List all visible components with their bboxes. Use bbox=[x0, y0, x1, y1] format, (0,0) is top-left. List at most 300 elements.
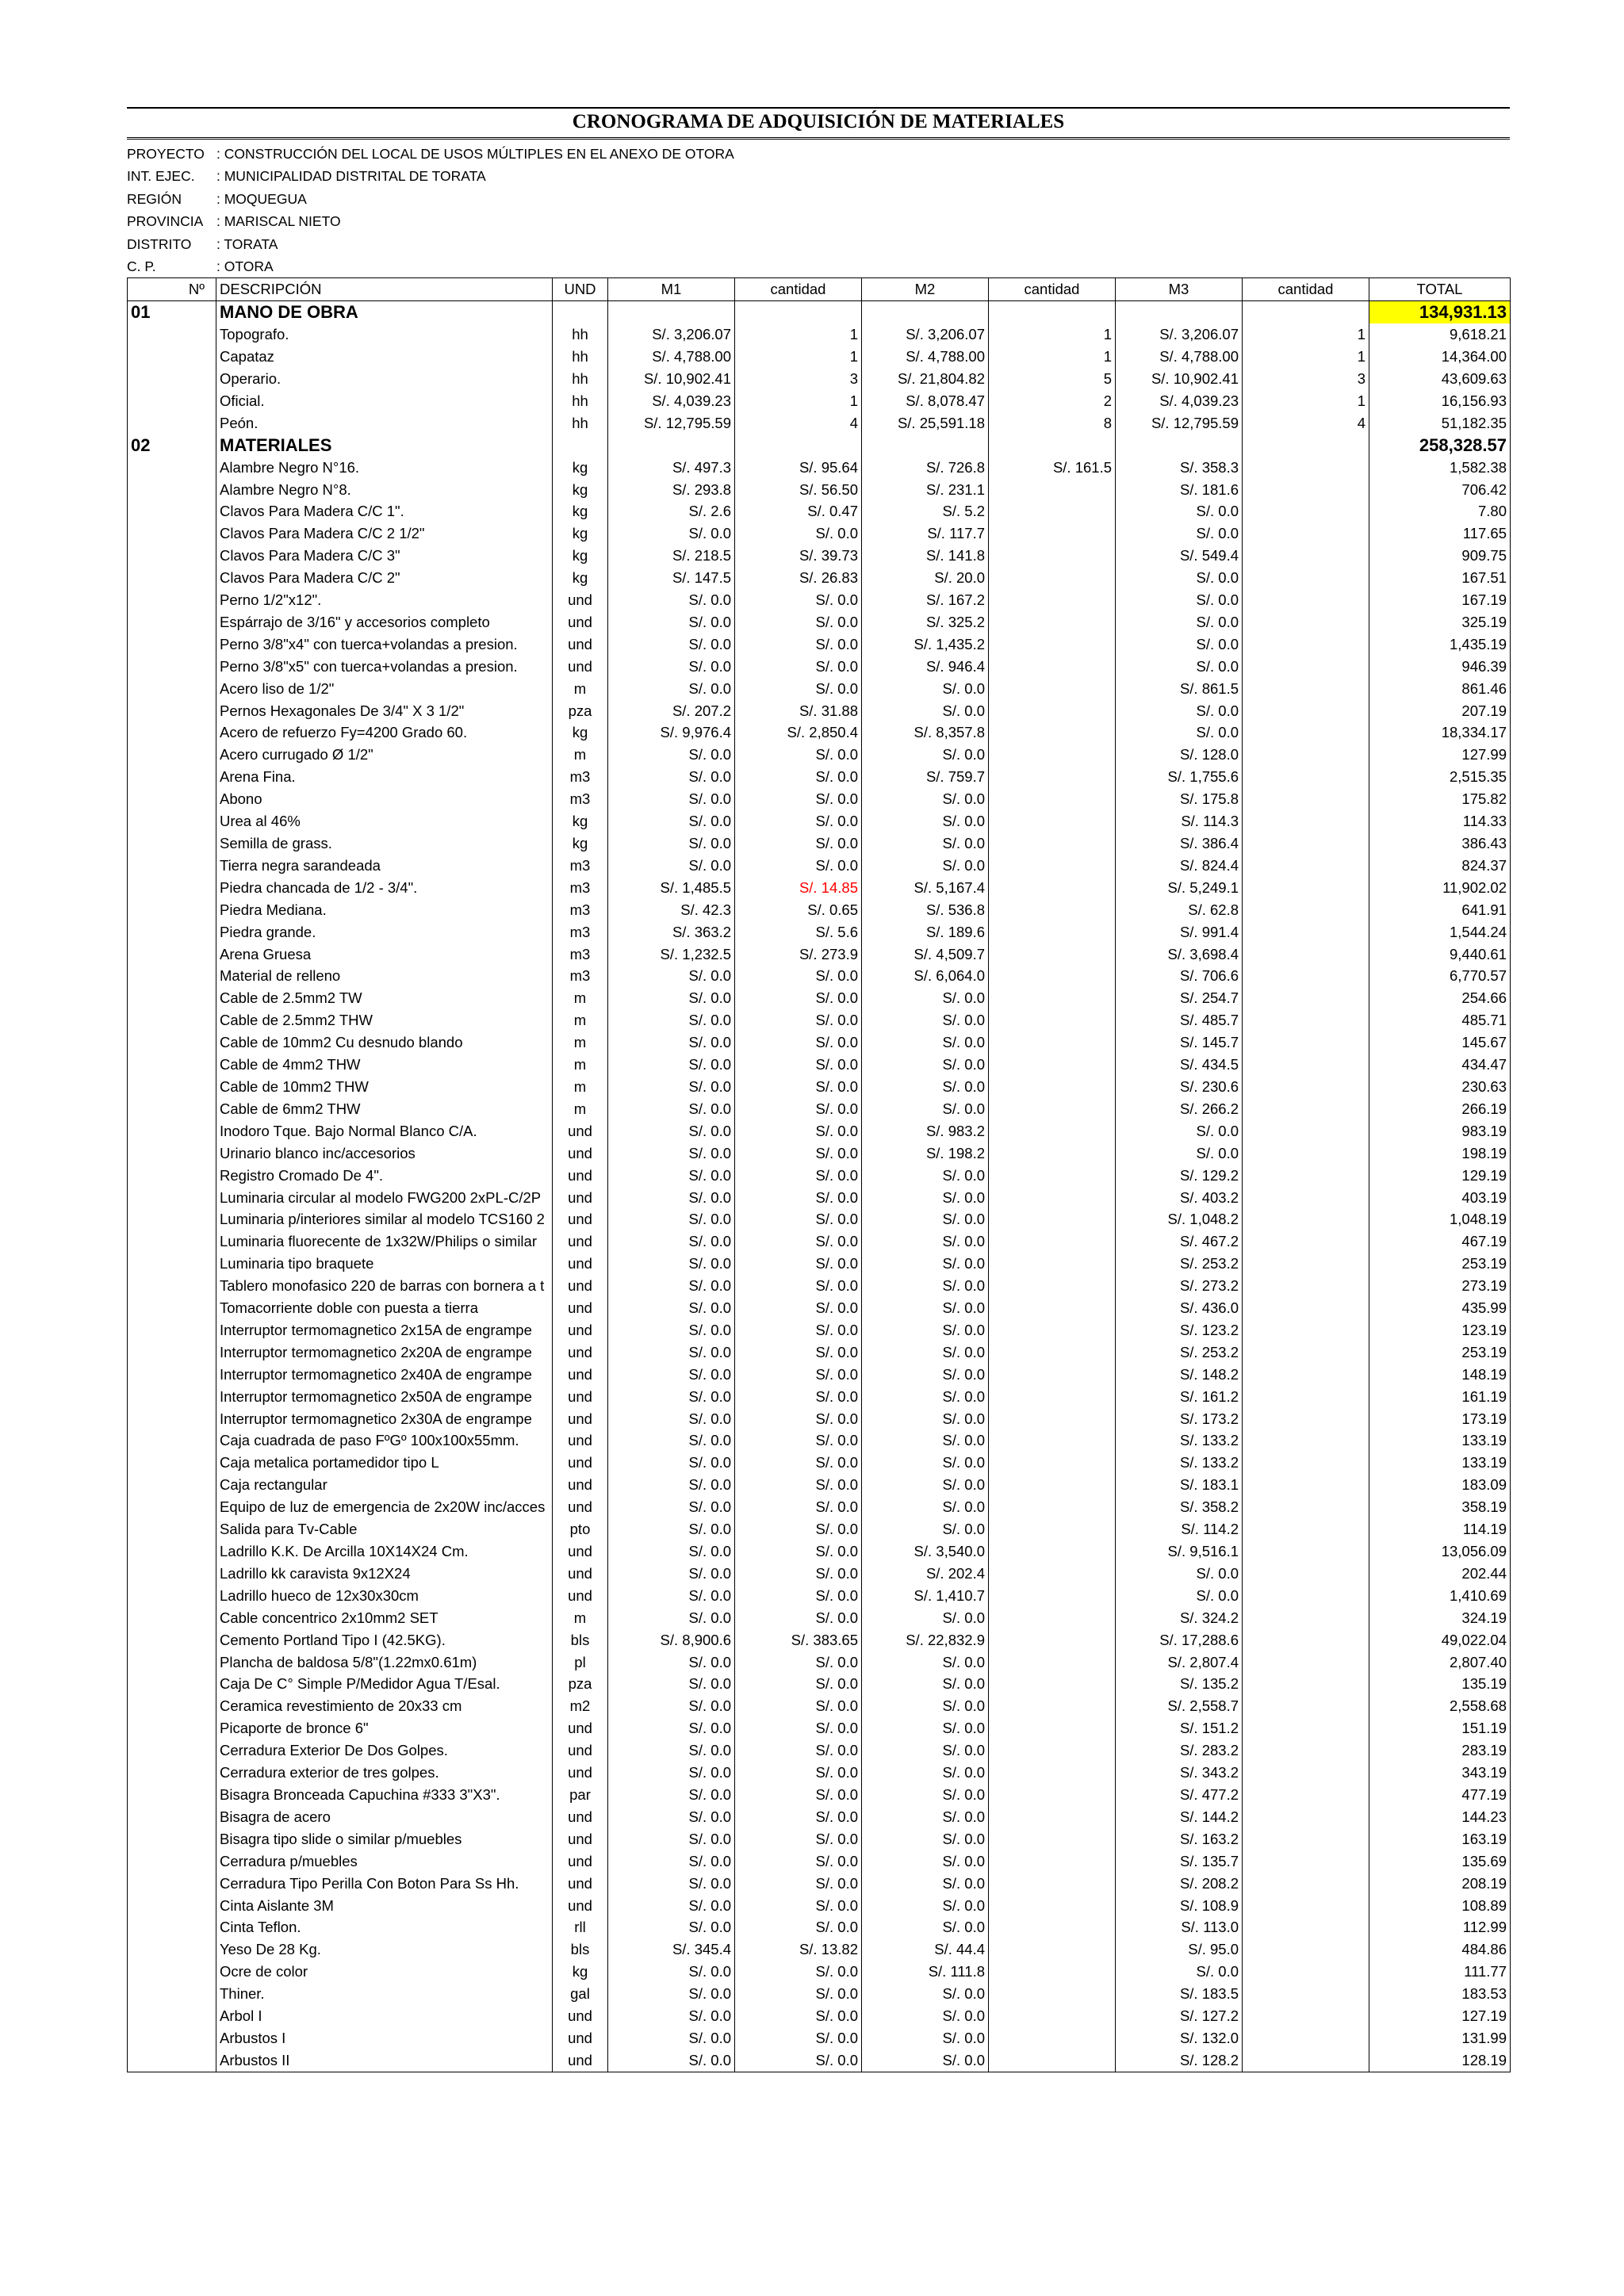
item-q2 bbox=[989, 1297, 1116, 1319]
item-m3: S/. 549.4 bbox=[1116, 545, 1243, 567]
item-total: 13,056.09 bbox=[1369, 1540, 1511, 1563]
item-q2 bbox=[989, 1828, 1116, 1850]
item-q3 bbox=[1243, 1297, 1369, 1319]
item-description: Luminaria tipo braquete bbox=[216, 1253, 553, 1275]
item-total: 343.19 bbox=[1369, 1762, 1511, 1784]
item-number bbox=[128, 1983, 216, 2005]
item-number bbox=[128, 1230, 216, 1253]
item-m3: S/. 133.2 bbox=[1116, 1429, 1243, 1452]
item-m2: S/. 8,357.8 bbox=[862, 721, 989, 744]
item-m2: S/. 0.0 bbox=[862, 1009, 989, 1031]
item-q3 bbox=[1243, 1054, 1369, 1076]
item-m1: S/. 293.8 bbox=[608, 479, 735, 501]
item-m1: S/. 0.0 bbox=[608, 1253, 735, 1275]
item-number bbox=[128, 700, 216, 722]
item-m2: S/. 0.0 bbox=[862, 1054, 989, 1076]
item-m1: S/. 0.0 bbox=[608, 832, 735, 855]
item-m2: S/. 0.0 bbox=[862, 1098, 989, 1120]
table-row bbox=[128, 1629, 1511, 1651]
item-m2: S/. 0.0 bbox=[862, 1695, 989, 1717]
item-m3: S/. 108.9 bbox=[1116, 1895, 1243, 1917]
table-row bbox=[128, 1319, 1511, 1341]
table-row bbox=[128, 1429, 1511, 1452]
item-m1: S/. 0.0 bbox=[608, 1452, 735, 1474]
item-total: 148.19 bbox=[1369, 1364, 1511, 1386]
table-body bbox=[128, 301, 1511, 2072]
table-row bbox=[128, 1873, 1511, 1895]
item-q1: S/. 0.0 bbox=[735, 1319, 862, 1341]
table-row bbox=[128, 721, 1511, 744]
item-q2 bbox=[989, 810, 1116, 832]
item-m3: S/. 0.0 bbox=[1116, 700, 1243, 722]
item-m2: S/. 0.0 bbox=[862, 987, 989, 1009]
item-q3 bbox=[1243, 1098, 1369, 1120]
item-m3: S/. 4,039.23 bbox=[1116, 390, 1243, 412]
item-q2 bbox=[989, 567, 1116, 589]
item-m2: S/. 0.0 bbox=[862, 700, 989, 722]
empty-cell bbox=[1116, 434, 1243, 457]
item-total: 7.80 bbox=[1369, 500, 1511, 522]
item-m2: S/. 0.0 bbox=[862, 1031, 989, 1054]
table-row bbox=[128, 877, 1511, 899]
item-unit: m3 bbox=[553, 899, 608, 921]
item-q2 bbox=[989, 1540, 1116, 1563]
table-row bbox=[128, 744, 1511, 766]
item-unit: m3 bbox=[553, 965, 608, 987]
item-description: Urea al 46% bbox=[216, 810, 553, 832]
item-unit: und bbox=[553, 1187, 608, 1209]
item-q1: S/. 0.0 bbox=[735, 678, 862, 700]
item-q2 bbox=[989, 1762, 1116, 1784]
item-q2 bbox=[989, 1518, 1116, 1540]
item-q2 bbox=[989, 1938, 1116, 1961]
item-m1: S/. 345.4 bbox=[608, 1938, 735, 1961]
item-m2: S/. 5.2 bbox=[862, 500, 989, 522]
item-q3 bbox=[1243, 1364, 1369, 1386]
item-total: 129.19 bbox=[1369, 1165, 1511, 1187]
item-q1: S/. 0.0 bbox=[735, 1297, 862, 1319]
item-number bbox=[128, 2049, 216, 2072]
item-m3: S/. 0.0 bbox=[1116, 589, 1243, 611]
item-m1: S/. 0.0 bbox=[608, 1386, 735, 1408]
item-total: 133.19 bbox=[1369, 1452, 1511, 1474]
item-description: Alambre Negro N°8. bbox=[216, 479, 553, 501]
item-m3: S/. 9,516.1 bbox=[1116, 1540, 1243, 1563]
item-number bbox=[128, 832, 216, 855]
item-description: Clavos Para Madera C/C 3" bbox=[216, 545, 553, 567]
item-description: Acero de refuerzo Fy=4200 Grado 60. bbox=[216, 721, 553, 744]
item-q2 bbox=[989, 1916, 1116, 1938]
item-unit: und bbox=[553, 1230, 608, 1253]
item-description: Bisagra tipo slide o similar p/muebles bbox=[216, 1828, 553, 1850]
item-q2 bbox=[989, 1873, 1116, 1895]
item-number bbox=[128, 965, 216, 987]
item-total: 49,022.04 bbox=[1369, 1629, 1511, 1651]
table-row bbox=[128, 1165, 1511, 1187]
item-q3 bbox=[1243, 855, 1369, 877]
item-m1: S/. 4,788.00 bbox=[608, 346, 735, 368]
item-q3 bbox=[1243, 1983, 1369, 2005]
item-q3 bbox=[1243, 1585, 1369, 1607]
item-unit: und bbox=[553, 1275, 608, 1297]
group-total: 134,931.13 bbox=[1369, 301, 1511, 323]
item-number bbox=[128, 810, 216, 832]
item-q3 bbox=[1243, 2049, 1369, 2072]
table-row bbox=[128, 1496, 1511, 1518]
item-unit: und bbox=[553, 1895, 608, 1917]
item-number bbox=[128, 1098, 216, 1120]
item-m2: S/. 0.0 bbox=[862, 1607, 989, 1629]
item-m1: S/. 0.0 bbox=[608, 1120, 735, 1142]
item-total: 145.67 bbox=[1369, 1031, 1511, 1054]
item-m1: S/. 0.0 bbox=[608, 855, 735, 877]
item-number bbox=[128, 1452, 216, 1474]
item-m1: S/. 0.0 bbox=[608, 1540, 735, 1563]
item-q1: S/. 0.0 bbox=[735, 1983, 862, 2005]
item-total: 14,364.00 bbox=[1369, 346, 1511, 368]
item-m1: S/. 0.0 bbox=[608, 1695, 735, 1717]
info-row bbox=[127, 233, 1510, 255]
item-m1: S/. 0.0 bbox=[608, 1607, 735, 1629]
item-m1: S/. 0.0 bbox=[608, 1850, 735, 1873]
item-total: 2,515.35 bbox=[1369, 766, 1511, 788]
item-q2 bbox=[989, 1230, 1116, 1253]
item-q3 bbox=[1243, 744, 1369, 766]
item-m2: S/. 0.0 bbox=[862, 1408, 989, 1430]
item-number bbox=[128, 567, 216, 589]
item-q3 bbox=[1243, 1850, 1369, 1873]
col-header-q3: cantidad bbox=[1243, 278, 1369, 301]
item-number bbox=[128, 522, 216, 545]
item-q1: S/. 0.0 bbox=[735, 1518, 862, 1540]
empty-cell bbox=[553, 301, 608, 323]
item-description: Yeso De 28 Kg. bbox=[216, 1938, 553, 1961]
item-q3: 1 bbox=[1243, 323, 1369, 346]
item-q1: S/. 0.0 bbox=[735, 1009, 862, 1031]
item-q2 bbox=[989, 500, 1116, 522]
item-m3: S/. 0.0 bbox=[1116, 656, 1243, 678]
item-description: Interruptor termomagnetico 2x15A de engrampe bbox=[216, 1319, 553, 1341]
item-m3: S/. 0.0 bbox=[1116, 500, 1243, 522]
item-m2: S/. 0.0 bbox=[862, 1806, 989, 1828]
item-q2: 8 bbox=[989, 412, 1116, 434]
item-unit: und bbox=[553, 633, 608, 656]
item-m2: S/. 0.0 bbox=[862, 1230, 989, 1253]
item-unit: bls bbox=[553, 1938, 608, 1961]
item-m1: S/. 218.5 bbox=[608, 545, 735, 567]
table-row bbox=[128, 965, 1511, 987]
item-q3 bbox=[1243, 567, 1369, 589]
item-m3: S/. 861.5 bbox=[1116, 678, 1243, 700]
item-m2: S/. 0.0 bbox=[862, 1983, 989, 2005]
item-total: 127.19 bbox=[1369, 2005, 1511, 2027]
item-m2: S/. 3,540.0 bbox=[862, 1540, 989, 1563]
item-total: 2,558.68 bbox=[1369, 1695, 1511, 1717]
item-m2: S/. 0.0 bbox=[862, 810, 989, 832]
item-q2: 2 bbox=[989, 390, 1116, 412]
item-total: 434.47 bbox=[1369, 1054, 1511, 1076]
item-number bbox=[128, 744, 216, 766]
item-q3 bbox=[1243, 1187, 1369, 1209]
item-q2 bbox=[989, 1607, 1116, 1629]
item-m2: S/. 0.0 bbox=[862, 1253, 989, 1275]
item-m3: S/. 0.0 bbox=[1116, 1142, 1243, 1165]
item-description: Tomacorriente doble con puesta a tierra bbox=[216, 1297, 553, 1319]
info-label: DISTRITO bbox=[127, 235, 192, 252]
item-q2 bbox=[989, 1806, 1116, 1828]
item-q3 bbox=[1243, 522, 1369, 545]
item-unit: und bbox=[553, 2027, 608, 2049]
item-total: 9,440.61 bbox=[1369, 943, 1511, 966]
item-q1: S/. 0.0 bbox=[735, 1341, 862, 1364]
item-description: Operario. bbox=[216, 368, 553, 390]
item-number bbox=[128, 1540, 216, 1563]
item-q1: S/. 383.65 bbox=[735, 1629, 862, 1651]
item-unit: hh bbox=[553, 368, 608, 390]
item-total: 386.43 bbox=[1369, 832, 1511, 855]
table-row bbox=[128, 1230, 1511, 1253]
item-unit: und bbox=[553, 1165, 608, 1187]
item-unit: kg bbox=[553, 721, 608, 744]
item-unit: m bbox=[553, 1031, 608, 1054]
item-m3: S/. 266.2 bbox=[1116, 1098, 1243, 1120]
info-label: PROVINCIA bbox=[127, 213, 204, 230]
item-m3: S/. 175.8 bbox=[1116, 788, 1243, 810]
item-m2: S/. 0.0 bbox=[862, 1496, 989, 1518]
item-number bbox=[128, 1165, 216, 1187]
table-row bbox=[128, 1253, 1511, 1275]
item-number bbox=[128, 479, 216, 501]
item-description: Arena Fina. bbox=[216, 766, 553, 788]
item-q3 bbox=[1243, 1784, 1369, 1806]
item-m1: S/. 0.0 bbox=[608, 1651, 735, 1674]
item-description: Thiner. bbox=[216, 1983, 553, 2005]
item-number bbox=[128, 1518, 216, 1540]
item-q1: S/. 0.0 bbox=[735, 1784, 862, 1806]
item-m3: S/. 114.2 bbox=[1116, 1518, 1243, 1540]
table-row bbox=[128, 522, 1511, 545]
item-m3: S/. 3,698.4 bbox=[1116, 943, 1243, 966]
table-row bbox=[128, 633, 1511, 656]
table-row bbox=[128, 412, 1511, 434]
item-description: Ladrillo kk caravista 9x12X24 bbox=[216, 1563, 553, 1585]
table-row bbox=[128, 346, 1511, 368]
item-total: 135.69 bbox=[1369, 1850, 1511, 1873]
item-number bbox=[128, 1408, 216, 1430]
item-q1: S/. 0.0 bbox=[735, 522, 862, 545]
item-number bbox=[128, 1429, 216, 1452]
item-q1: S/. 0.0 bbox=[735, 1496, 862, 1518]
item-number bbox=[128, 1341, 216, 1364]
item-q2 bbox=[989, 2049, 1116, 2072]
item-q3 bbox=[1243, 721, 1369, 744]
item-unit: und bbox=[553, 1585, 608, 1607]
item-description: Clavos Para Madera C/C 1". bbox=[216, 500, 553, 522]
item-q2 bbox=[989, 1031, 1116, 1054]
item-q3 bbox=[1243, 1165, 1369, 1187]
empty-cell bbox=[1243, 301, 1369, 323]
item-q3 bbox=[1243, 1938, 1369, 1961]
item-m2: S/. 0.0 bbox=[862, 1474, 989, 1496]
empty-cell bbox=[989, 434, 1116, 457]
item-m1: S/. 0.0 bbox=[608, 678, 735, 700]
item-m3: S/. 283.2 bbox=[1116, 1739, 1243, 1762]
item-m3: S/. 991.4 bbox=[1116, 921, 1243, 943]
item-q3 bbox=[1243, 2005, 1369, 2027]
item-q3 bbox=[1243, 1452, 1369, 1474]
item-m2: S/. 21,804.82 bbox=[862, 368, 989, 390]
item-unit: m bbox=[553, 744, 608, 766]
item-description: Cerradura p/muebles bbox=[216, 1850, 553, 1873]
table-row bbox=[128, 766, 1511, 788]
item-number bbox=[128, 855, 216, 877]
table-row bbox=[128, 656, 1511, 678]
item-m3: S/. 114.3 bbox=[1116, 810, 1243, 832]
item-description: Perno 3/8"x5" con tuerca+volandas a presion. bbox=[216, 656, 553, 678]
item-number bbox=[128, 766, 216, 788]
info-value: : TORATA bbox=[216, 235, 278, 252]
item-description: Abono bbox=[216, 788, 553, 810]
table-row bbox=[128, 323, 1511, 346]
item-total: 167.19 bbox=[1369, 589, 1511, 611]
item-q1: S/. 0.0 bbox=[735, 987, 862, 1009]
table-row bbox=[128, 1120, 1511, 1142]
item-q2 bbox=[989, 1275, 1116, 1297]
table-row bbox=[128, 1518, 1511, 1540]
item-q1: S/. 0.0 bbox=[735, 1895, 862, 1917]
item-q1: S/. 0.0 bbox=[735, 1916, 862, 1938]
item-unit: kg bbox=[553, 832, 608, 855]
item-description: Ceramica revestimiento de 20x33 cm bbox=[216, 1695, 553, 1717]
item-description: Cable de 2.5mm2 TW bbox=[216, 987, 553, 1009]
item-q2 bbox=[989, 479, 1116, 501]
item-q1: S/. 0.65 bbox=[735, 899, 862, 921]
item-total: 207.19 bbox=[1369, 700, 1511, 722]
item-m1: S/. 207.2 bbox=[608, 700, 735, 722]
item-q2 bbox=[989, 1009, 1116, 1031]
item-total: 254.66 bbox=[1369, 987, 1511, 1009]
item-q3 bbox=[1243, 1916, 1369, 1938]
item-m3: S/. 0.0 bbox=[1116, 1120, 1243, 1142]
item-m1: S/. 0.0 bbox=[608, 1208, 735, 1230]
item-m3: S/. 183.1 bbox=[1116, 1474, 1243, 1496]
info-label: REGIÓN bbox=[127, 190, 182, 207]
item-unit: kg bbox=[553, 545, 608, 567]
item-total: 824.37 bbox=[1369, 855, 1511, 877]
item-unit: kg bbox=[553, 479, 608, 501]
item-q2 bbox=[989, 766, 1116, 788]
item-unit: und bbox=[553, 1297, 608, 1319]
item-m2: S/. 111.8 bbox=[862, 1961, 989, 1983]
table-row bbox=[128, 1938, 1511, 1961]
item-unit: m3 bbox=[553, 877, 608, 899]
item-m3: S/. 173.2 bbox=[1116, 1408, 1243, 1430]
item-m2: S/. 3,206.07 bbox=[862, 323, 989, 346]
item-m1: S/. 0.0 bbox=[608, 810, 735, 832]
item-m3: S/. 0.0 bbox=[1116, 721, 1243, 744]
table-row bbox=[128, 1695, 1511, 1717]
item-q1: S/. 0.0 bbox=[735, 1031, 862, 1054]
item-unit: kg bbox=[553, 1961, 608, 1983]
item-m3: S/. 0.0 bbox=[1116, 1961, 1243, 1983]
item-number bbox=[128, 1607, 216, 1629]
item-unit: und bbox=[553, 1828, 608, 1850]
item-q2 bbox=[989, 1386, 1116, 1408]
item-total: 128.19 bbox=[1369, 2049, 1511, 2072]
item-q1: S/. 0.0 bbox=[735, 1806, 862, 1828]
item-q2 bbox=[989, 899, 1116, 921]
item-q3 bbox=[1243, 1009, 1369, 1031]
table-row bbox=[128, 1142, 1511, 1165]
item-unit: hh bbox=[553, 412, 608, 434]
item-q2 bbox=[989, 1054, 1116, 1076]
item-q2 bbox=[989, 2027, 1116, 2049]
item-q3 bbox=[1243, 1230, 1369, 1253]
item-m2: S/. 0.0 bbox=[862, 1518, 989, 1540]
item-m3: S/. 123.2 bbox=[1116, 1319, 1243, 1341]
item-q1: S/. 0.0 bbox=[735, 1873, 862, 1895]
table-row bbox=[128, 1054, 1511, 1076]
item-m2: S/. 20.0 bbox=[862, 567, 989, 589]
item-total: 1,544.24 bbox=[1369, 921, 1511, 943]
info-value: : MOQUEGUA bbox=[216, 190, 307, 207]
item-total: 108.89 bbox=[1369, 1895, 1511, 1917]
item-q2 bbox=[989, 2005, 1116, 2027]
item-m1: S/. 0.0 bbox=[608, 1098, 735, 1120]
item-q2: 5 bbox=[989, 368, 1116, 390]
item-unit: hh bbox=[553, 346, 608, 368]
empty-cell bbox=[553, 434, 608, 457]
item-q3 bbox=[1243, 633, 1369, 656]
item-description: Oficial. bbox=[216, 390, 553, 412]
item-description: Cable de 10mm2 Cu desnudo blando bbox=[216, 1031, 553, 1054]
item-q3 bbox=[1243, 1607, 1369, 1629]
info-label: PROYECTO bbox=[127, 146, 205, 162]
item-unit: und bbox=[553, 1563, 608, 1585]
item-q2 bbox=[989, 1739, 1116, 1762]
item-m3: S/. 208.2 bbox=[1116, 1873, 1243, 1895]
item-m1: S/. 0.0 bbox=[608, 2049, 735, 2072]
item-description: Cemento Portland Tipo I (42.5KG). bbox=[216, 1629, 553, 1651]
item-q1: S/. 0.0 bbox=[735, 1717, 862, 1739]
item-number bbox=[128, 899, 216, 921]
item-q1: S/. 0.0 bbox=[735, 2027, 862, 2049]
item-q1: S/. 26.83 bbox=[735, 567, 862, 589]
item-q1: S/. 0.0 bbox=[735, 1364, 862, 1386]
item-unit: und bbox=[553, 1120, 608, 1142]
group-name: MATERIALES bbox=[216, 434, 553, 457]
item-unit: und bbox=[553, 1142, 608, 1165]
table-row bbox=[128, 700, 1511, 722]
item-q2 bbox=[989, 1629, 1116, 1651]
item-total: 477.19 bbox=[1369, 1784, 1511, 1806]
item-m1: S/. 3,206.07 bbox=[608, 323, 735, 346]
item-q3 bbox=[1243, 1518, 1369, 1540]
item-q1: S/. 31.88 bbox=[735, 700, 862, 722]
item-total: 112.99 bbox=[1369, 1916, 1511, 1938]
table-row bbox=[128, 1850, 1511, 1873]
info-value: : OTORA bbox=[216, 258, 274, 274]
item-description: Salida para Tv-Cable bbox=[216, 1518, 553, 1540]
item-total: 230.63 bbox=[1369, 1076, 1511, 1098]
item-q2 bbox=[989, 633, 1116, 656]
item-q1: S/. 2,850.4 bbox=[735, 721, 862, 744]
col-header-und: UND bbox=[553, 278, 608, 301]
item-q3 bbox=[1243, 877, 1369, 899]
item-q1: S/. 0.0 bbox=[735, 1408, 862, 1430]
item-total: 111.77 bbox=[1369, 1961, 1511, 1983]
item-m3: S/. 113.0 bbox=[1116, 1916, 1243, 1938]
